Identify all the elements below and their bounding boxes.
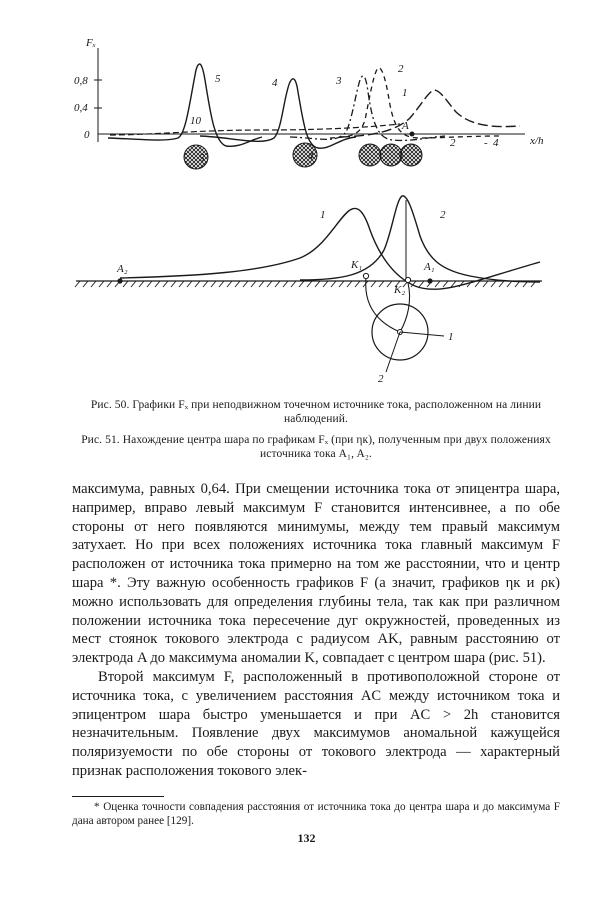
figure-50-51 (0, 0, 613, 395)
curve-label: 4 (272, 77, 278, 89)
sphere-number: 5 (199, 152, 205, 164)
curve-label: 2 (398, 63, 404, 75)
y-tick-label: 0,8 (74, 75, 88, 87)
footnote-text: * Оценка точности совпадения расстояния от источника тока до центра шара и до максимума F дана автором ранее [129]. (72, 801, 560, 827)
curve-label: 5 (215, 73, 221, 85)
point-a-label: A (402, 120, 409, 132)
caption-fig-50: Рис. 50. Графики Fₓ при неподвижном точечном источнике тока, расположенном на линии наблюдений. (90, 399, 542, 425)
paragraph: максимума, равных 0,64. При смещении источника тока от эпицентра шара, например, вправо левый максимум F становится интенсивнее, а по обе стороны от него появляются минимумы, между тем правый максимум затухает. Но при всех положениях источника тока главный максимум F расположен от источника тока примерно на том же расстоянии, что и центр шара *. Эту важную особенность графиков F (а значит, графиков ηк и ρк) можно использовать для определения глубины тела, так как при различном положении источника тока пересечение дуг окружностей, проведенных из мест стоянок токового электрода с радиусом AK, равным расстоянию от электрода A до максимума аномалии K, совпадает с центром шара (рис. 51). (72, 481, 560, 667)
label-a1: A₁ (424, 261, 435, 273)
sphere-number: 4 (308, 150, 314, 162)
line-1 (400, 332, 444, 336)
sphere-1 (400, 144, 422, 166)
point-a2 (117, 278, 122, 283)
y-tick-label: 0,4 (74, 102, 88, 114)
label-k1: K₁ (351, 259, 363, 271)
line-2 (386, 332, 400, 372)
point-k2 (405, 277, 410, 282)
label-line-2: 2 (378, 373, 384, 385)
spheres (184, 143, 422, 169)
label-k2: K₂ (394, 284, 406, 296)
x-tick-label: 4 (493, 137, 499, 149)
label-a2: A₂ (117, 263, 128, 275)
curve-10 (110, 124, 400, 135)
x-axis-label: x/h (530, 135, 544, 147)
point-a (410, 132, 415, 137)
page-number: 132 (297, 831, 316, 845)
point-a1 (427, 278, 432, 283)
footnote-rule (72, 796, 164, 797)
label-curve-2: 2 (440, 209, 446, 221)
paragraph: Второй максимум F, расположенный в противоположной стороне от источника тока, с увеличением расстояния AC между источником тока и эпицентром шара быстро уменьшается и при AC > 2h становится незначительным. Появление двух максимумов аномальной кажущейся поляризуемости по обе стороны от токового электрода — характерный признак расположения токового элек- (72, 668, 560, 779)
x-tick-label: 2 (450, 137, 456, 149)
fig51-diagram (75, 196, 542, 385)
curve-label: 10 (190, 115, 201, 127)
curve-1 (340, 90, 520, 137)
sphere-3 (359, 144, 381, 166)
x-tick-dash: - (484, 137, 488, 149)
label-curve-1: 1 (320, 209, 326, 221)
footnote (72, 800, 560, 828)
curve-label: 1 (402, 87, 408, 99)
sphere-2 (380, 144, 402, 166)
y-axis-label: Fₓ (86, 37, 96, 49)
y-tick-label: 0 (84, 129, 90, 141)
body-text (72, 480, 560, 781)
caption-fig-51: Рис. 51. Нахождение центра шара по графикам Fₓ (при ηк), полученным при двух положениях источника тока A₁, A₂. (81, 434, 551, 460)
point-k1 (363, 273, 368, 278)
fig51-curve-2 (300, 196, 540, 282)
label-line-1: 1 (448, 331, 454, 343)
fig50-graph (74, 37, 544, 169)
curve-label: 3 (336, 75, 342, 87)
